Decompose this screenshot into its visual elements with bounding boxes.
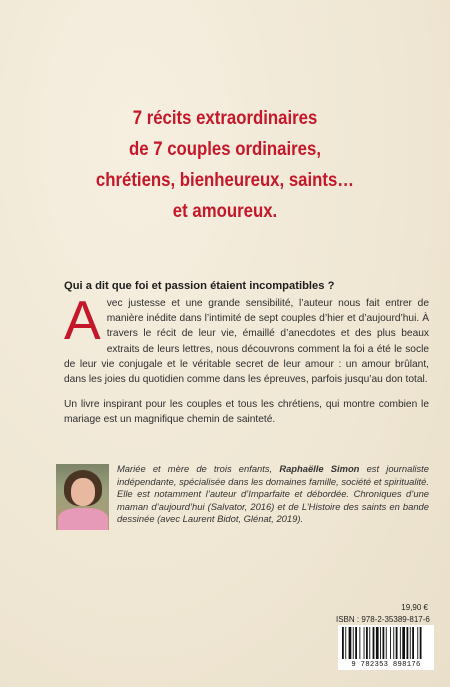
drop-cap: A [64,289,101,351]
blurb-paragraph-2: Un livre inspirant pour les couples et tous les chrétiens, qui montre combien le mariage est un magnifique chemin de sainteté. [64,399,429,426]
bio-text-before: Mariée et mère de trois enfants, [117,463,280,474]
barcode-bars [338,625,434,661]
barcode [338,625,434,670]
price: 19,90 € [401,603,428,612]
blurb-paragraph-1-text: vec justesse et une grande sensibilité, l’auteur nous fait entrer de manière inédite dans l’intimité de sept couples d’hier et d’aujourd’hui. À travers le récit de leur vie, émaillé d’anecdotes et des plus beaux extraits de leurs lettres, nous découvrons comment la foi a été le socle de leur vie conjugale et le véritable secret de leur amour : un amour brûlant, dans les joies du quotidien comme dans les épreuves, parfois jusqu’au don total. [64,298,429,386]
isbn: ISBN : 978-2-35389-817-6 [336,615,430,624]
question-heading: Qui a dit que foi et passion étaient incompatibles ? [64,280,335,292]
headline-line-2: de 7 couples ordinaires, [129,138,321,160]
author-photo [56,464,109,530]
author-bio [117,463,429,526]
headline-line-3: chrétiens, bienheureux, saints… [95,169,355,191]
blurb-paragraph-1 [64,289,429,387]
blurb-body [64,289,429,438]
barcode-digits: 9 782353 898176 [351,661,421,669]
headline [32,103,419,227]
author-name: Raphaëlle Simon [279,463,360,474]
headline-line-4: et amoureux. [172,200,278,222]
bio-text-after: est journaliste indépendante, spécialisée dans les domaines famille, société et spiritualité. Elle est notamment l’auteur d’Imparfaite et débordée. Chroniques d’une maman d’aujourd’hui (Salvator, 2016) et de L’Histoire des saints en bande dessinée (avec Laurent Bidot, Glénat, 2019). [117,463,429,525]
headline-line-1: 7 récits extraordinaires [132,107,318,129]
